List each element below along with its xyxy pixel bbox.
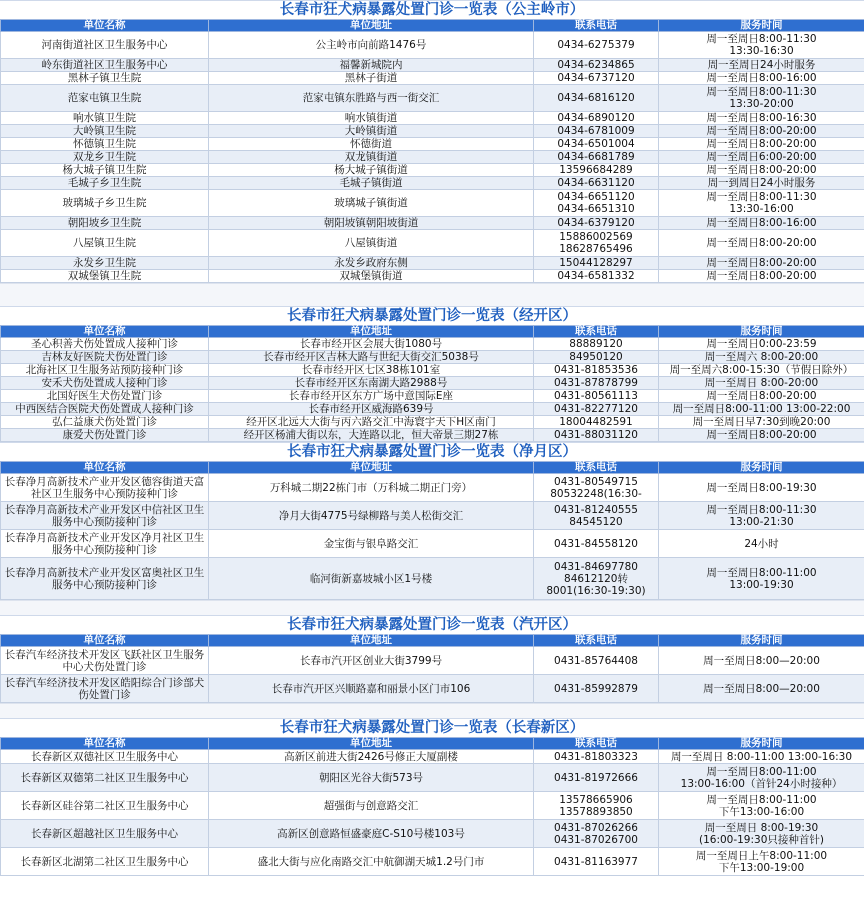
table-row (1, 59, 864, 72)
phone-cell: 0431-82277120 (534, 403, 659, 416)
header-service-hours: 服务时间 (659, 20, 864, 32)
address-cell: 双龙镇街道 (209, 151, 534, 164)
table-row (1, 429, 864, 442)
table-row (1, 647, 864, 675)
unit-name-cell: 怀德镇卫生院 (1, 138, 209, 151)
service-hours-cell: 周一至周日24小时服务 (659, 59, 864, 72)
address-cell: 长春市经开区东方广场中意国际E座 (209, 390, 534, 403)
unit-name-cell: 玻璃城子乡卫生院 (1, 190, 209, 217)
section-title: 长春市狂犬病暴露处置门诊一览表（公主岭市） (0, 0, 864, 19)
section-title: 长春市狂犬病暴露处置门诊一览表（经开区） (0, 306, 864, 325)
service-hours-cell: 周一到周日24小时服务 (659, 177, 864, 190)
header-phone: 联系电话 (534, 738, 659, 750)
table-row (1, 416, 864, 429)
phone-cell: 0431-81853536 (534, 364, 659, 377)
table-row (1, 403, 864, 416)
table-header-row (1, 326, 864, 338)
header-unit-name: 单位名称 (1, 635, 209, 647)
table-row (1, 338, 864, 351)
unit-name-cell: 永发乡卫生院 (1, 257, 209, 270)
unit-name-cell: 长春新区北湖第二社区卫生服务中心 (1, 848, 209, 876)
header-service-hours: 服务时间 (659, 462, 864, 474)
table-row (1, 364, 864, 377)
header-unit-name: 单位名称 (1, 738, 209, 750)
header-address: 单位地址 (209, 635, 534, 647)
address-cell: 临河街新嘉坡城小区1号楼 (209, 558, 534, 600)
phone-cell: 0434-6737120 (534, 72, 659, 85)
service-hours-cell: 周一至周日8:00—20:00 (659, 647, 864, 675)
section-spacer (0, 600, 864, 615)
service-hours-cell: 周一至周日8:00-16:30 (659, 112, 864, 125)
unit-name-cell: 毛城子乡卫生院 (1, 177, 209, 190)
service-hours-cell: 周一至周日8:00-19:30 (659, 474, 864, 502)
unit-name-cell: 八屋镇卫生院 (1, 230, 209, 257)
unit-name-cell: 黑林子镇卫生院 (1, 72, 209, 85)
unit-name-cell: 长春净月高新技术产业开发区中信社区卫生服务中心预防接种门诊 (1, 502, 209, 530)
unit-name-cell: 长春净月高新技术产业开发区净月社区卫生服务中心预防接种门诊 (1, 530, 209, 558)
clinic-table (0, 461, 864, 600)
table-row (1, 164, 864, 177)
unit-name-cell: 响水镇卫生院 (1, 112, 209, 125)
header-phone: 联系电话 (534, 20, 659, 32)
address-cell: 玻璃城子镇街道 (209, 190, 534, 217)
unit-name-cell: 长春新区硅谷第二社区卫生服务中心 (1, 792, 209, 820)
phone-cell: 0431-80561113 (534, 390, 659, 403)
address-cell: 毛城子镇街道 (209, 177, 534, 190)
phone-cell: 0431-88031120 (534, 429, 659, 442)
header-service-hours: 服务时间 (659, 635, 864, 647)
table-row (1, 190, 864, 217)
address-cell: 经开区杨浦大街以东，大连路以北，恒大帝景三期27栋 (209, 429, 534, 442)
service-hours-cell: 周一至周日6:00-20:00 (659, 151, 864, 164)
service-hours-cell: 周一至周六8:00-15:30（节假日除外） (659, 364, 864, 377)
table-row (1, 151, 864, 164)
address-cell: 净月大街4775号绿柳路与美人松街交汇 (209, 502, 534, 530)
unit-name-cell: 吉林友好医院犬伤处置门诊 (1, 351, 209, 364)
phone-cell: 13596684289 (534, 164, 659, 177)
header-service-hours: 服务时间 (659, 738, 864, 750)
unit-name-cell: 圣心积善犬伤处置成人接种门诊 (1, 338, 209, 351)
phone-cell: 18004482591 (534, 416, 659, 429)
table-row (1, 390, 864, 403)
unit-name-cell: 双城堡镇卫生院 (1, 270, 209, 283)
table-row (1, 474, 864, 502)
header-address: 单位地址 (209, 462, 534, 474)
service-hours-cell: 周一至周日8:00-20:00 (659, 390, 864, 403)
address-cell: 八屋镇街道 (209, 230, 534, 257)
header-address: 单位地址 (209, 20, 534, 32)
address-cell: 永发乡政府东侧 (209, 257, 534, 270)
address-cell: 双城堡镇街道 (209, 270, 534, 283)
table-row (1, 270, 864, 283)
section-title: 长春市狂犬病暴露处置门诊一览表（净月区） (0, 442, 864, 461)
service-hours-cell: 周一至周日8:00-16:00 (659, 72, 864, 85)
section-title: 长春市狂犬病暴露处置门诊一览表（汽开区） (0, 615, 864, 634)
clinic-table (0, 325, 864, 442)
address-cell: 黑林子街道 (209, 72, 534, 85)
unit-name-cell: 长春汽车经济技术开发区飞跃社区卫生服务中心犬伤处置门诊 (1, 647, 209, 675)
service-hours-cell: 周一至周日8:00-20:00 (659, 138, 864, 151)
table-row (1, 177, 864, 190)
phone-cell: 84950120 (534, 351, 659, 364)
table-header-row (1, 738, 864, 750)
service-hours-cell: 周一至周日8:00-20:00 (659, 125, 864, 138)
address-cell: 大岭镇街道 (209, 125, 534, 138)
section-title: 长春市狂犬病暴露处置门诊一览表（长春新区） (0, 718, 864, 737)
unit-name-cell: 长春汽车经济技术开发区皓阳综合门诊部犬伤处置门诊 (1, 675, 209, 703)
header-phone: 联系电话 (534, 635, 659, 647)
service-hours-cell: 周一至周日8:00—20:00 (659, 675, 864, 703)
table-row (1, 138, 864, 151)
unit-name-cell: 长春新区超越社区卫生服务中心 (1, 820, 209, 848)
service-hours-cell: 周一至周日8:00-20:00 (659, 429, 864, 442)
service-hours-cell: 周一至周日8:00-11:30 13:30-20:00 (659, 85, 864, 112)
unit-name-cell: 弘仁益康犬伤处置门诊 (1, 416, 209, 429)
unit-name-cell: 范家屯镇卫生院 (1, 85, 209, 112)
phone-cell: 0431-81972666 (534, 764, 659, 792)
address-cell: 长春市经开区威海路639号 (209, 403, 534, 416)
unit-name-cell: 长春净月高新技术产业开发区德容街道天富社区卫生服务中心预防接种门诊 (1, 474, 209, 502)
unit-name-cell: 长春新区双德第二社区卫生服务中心 (1, 764, 209, 792)
phone-cell: 0431-81163977 (534, 848, 659, 876)
header-address: 单位地址 (209, 326, 534, 338)
service-hours-cell: 周一至周日 8:00-11:00 13:00-16:30 (659, 750, 864, 764)
table-row (1, 502, 864, 530)
clinic-table (0, 19, 864, 283)
phone-cell: 0434-6631120 (534, 177, 659, 190)
unit-name-cell: 河南街道社区卫生服务中心 (1, 32, 209, 59)
header-phone: 联系电话 (534, 326, 659, 338)
unit-name-cell: 双龙乡卫生院 (1, 151, 209, 164)
address-cell: 长春市汽开区兴顺路嘉和丽景小区门市106 (209, 675, 534, 703)
table-row (1, 764, 864, 792)
phone-cell: 0434-6581332 (534, 270, 659, 283)
table-row (1, 558, 864, 600)
phone-cell: 0434-6651120 0434-6651310 (534, 190, 659, 217)
table-row (1, 750, 864, 764)
table-row (1, 848, 864, 876)
phone-cell: 0434-6890120 (534, 112, 659, 125)
unit-name-cell: 安禾犬伤处置成人接种门诊 (1, 377, 209, 390)
phone-cell: 0431-84697780 84612120转 8001(16:30-19:30) (534, 558, 659, 600)
service-hours-cell: 周一至周日0:00-23:59 (659, 338, 864, 351)
phone-cell: 0431-85764408 (534, 647, 659, 675)
address-cell: 高新区前进大街2426号修正大厦副楼 (209, 750, 534, 764)
unit-name-cell: 杨大城子镇卫生院 (1, 164, 209, 177)
phone-cell: 0431-85992879 (534, 675, 659, 703)
address-cell: 杨大城子镇街道 (209, 164, 534, 177)
table-row (1, 112, 864, 125)
phone-cell: 0434-6275379 (534, 32, 659, 59)
service-hours-cell: 周一至周日8:00-20:00 (659, 164, 864, 177)
phone-cell: 0431-87026266 0431-87026700 (534, 820, 659, 848)
address-cell: 万科城二期22栋门市（万科城二期正门旁） (209, 474, 534, 502)
phone-cell: 0434-6681789 (534, 151, 659, 164)
header-unit-name: 单位名称 (1, 462, 209, 474)
header-service-hours: 服务时间 (659, 326, 864, 338)
phone-cell: 0434-6816120 (534, 85, 659, 112)
service-hours-cell: 周一至周日8:00-20:00 (659, 257, 864, 270)
table-row (1, 351, 864, 364)
service-hours-cell: 周一至周日8:00-11:00 13:00-19:30 (659, 558, 864, 600)
address-cell: 长春市经开区吉林大路与世纪大街交汇5038号 (209, 351, 534, 364)
clinic-table (0, 634, 864, 703)
address-cell: 响水镇街道 (209, 112, 534, 125)
service-hours-cell: 周一至周六 8:00-20:00 (659, 351, 864, 364)
unit-name-cell: 长春净月高新技术产业开发区富奥社区卫生服务中心预防接种门诊 (1, 558, 209, 600)
address-cell: 公主岭市向前路1476号 (209, 32, 534, 59)
address-cell: 长春市经开区东南湖大路2988号 (209, 377, 534, 390)
unit-name-cell: 岭东街道社区卫生服务中心 (1, 59, 209, 72)
table-row (1, 72, 864, 85)
phone-cell: 88889120 (534, 338, 659, 351)
address-cell: 高新区创意路恒盛豪庭C-S10号楼103号 (209, 820, 534, 848)
table-row (1, 530, 864, 558)
phone-cell: 0434-6781009 (534, 125, 659, 138)
phone-cell: 0431-84558120 (534, 530, 659, 558)
clinic-table (0, 737, 864, 876)
service-hours-cell: 周一至周日8:00-11:00 下午13:00-16:00 (659, 792, 864, 820)
table-row (1, 257, 864, 270)
service-hours-cell: 周一至周日 8:00-20:00 (659, 377, 864, 390)
service-hours-cell: 周一至周日8:00-11:00 13:00-22:00 (659, 403, 864, 416)
unit-name-cell: 朝阳坡乡卫生院 (1, 217, 209, 230)
table-row (1, 377, 864, 390)
address-cell: 福馨新城院内 (209, 59, 534, 72)
table-row (1, 217, 864, 230)
header-address: 单位地址 (209, 738, 534, 750)
table-header-row (1, 635, 864, 647)
header-unit-name: 单位名称 (1, 326, 209, 338)
table-row (1, 230, 864, 257)
header-phone: 联系电话 (534, 462, 659, 474)
service-hours-cell: 周一至周日上午8:00-11:00 下午13:00-19:00 (659, 848, 864, 876)
address-cell: 范家屯镇东胜路与西一街交汇 (209, 85, 534, 112)
service-hours-cell: 周一至周日8:00-11:30 13:00-21:30 (659, 502, 864, 530)
address-cell: 经开区北远大大街与丙六路交汇中海寰宇天下H区南门 (209, 416, 534, 429)
address-cell: 金宝街与银阜路交汇 (209, 530, 534, 558)
unit-name-cell: 北国好医生犬伤处置门诊 (1, 390, 209, 403)
table-header-row (1, 462, 864, 474)
phone-cell: 13578665906 13578893850 (534, 792, 659, 820)
address-cell: 朝阳区光谷大街573号 (209, 764, 534, 792)
service-hours-cell: 周一至周日8:00-20:00 (659, 230, 864, 257)
unit-name-cell: 康爱犬伤处置门诊 (1, 429, 209, 442)
phone-cell: 0434-6501004 (534, 138, 659, 151)
phone-cell: 15044128297 (534, 257, 659, 270)
phone-cell: 0431-87878799 (534, 377, 659, 390)
service-hours-cell: 24小时 (659, 530, 864, 558)
service-hours-cell: 周一至周日8:00-11:30 13:30-16:00 (659, 190, 864, 217)
address-cell: 朝阳坡镇朝阳坡街道 (209, 217, 534, 230)
service-hours-cell: 周一至周日8:00-11:00 13:00-16:00（首针24小时接种） (659, 764, 864, 792)
unit-name-cell: 大岭镇卫生院 (1, 125, 209, 138)
address-cell: 怀德街道 (209, 138, 534, 151)
address-cell: 长春市经开区会展大街1080号 (209, 338, 534, 351)
phone-cell: 0434-6234865 (534, 59, 659, 72)
unit-name-cell: 中西医结合医院犬伤处置成人接种门诊 (1, 403, 209, 416)
address-cell: 长春市汽开区创业大街3799号 (209, 647, 534, 675)
section-spacer (0, 283, 864, 306)
address-cell: 超强街与创意路交汇 (209, 792, 534, 820)
header-unit-name: 单位名称 (1, 20, 209, 32)
address-cell: 长春市经开区七区38栋101室 (209, 364, 534, 377)
phone-cell: 0434-6379120 (534, 217, 659, 230)
unit-name-cell: 北海社区卫生服务站预防接种门诊 (1, 364, 209, 377)
service-hours-cell: 周一至周日8:00-20:00 (659, 270, 864, 283)
section-spacer (0, 703, 864, 718)
service-hours-cell: 周一至周日8:00-16:00 (659, 217, 864, 230)
table-header-row (1, 20, 864, 32)
service-hours-cell: 周一至周日早7:30到晚20:00 (659, 416, 864, 429)
phone-cell: 0431-80549715 80532248(16:30- (534, 474, 659, 502)
service-hours-cell: 周一至周日8:00-11:30 13:30-16:30 (659, 32, 864, 59)
phone-cell: 15886002569 18628765496 (534, 230, 659, 257)
unit-name-cell: 长春新区双德社区卫生服务中心 (1, 750, 209, 764)
table-row (1, 792, 864, 820)
address-cell: 盛北大街与应化南路交汇中航御湖天城1.2号门市 (209, 848, 534, 876)
phone-cell: 0431-81803323 (534, 750, 659, 764)
service-hours-cell: 周一至周日 8:00-19:30 (16:00-19:30只接种首针) (659, 820, 864, 848)
table-row (1, 85, 864, 112)
table-row (1, 125, 864, 138)
table-row (1, 32, 864, 59)
table-row (1, 675, 864, 703)
table-row (1, 820, 864, 848)
phone-cell: 0431-81240555 84545120 (534, 502, 659, 530)
